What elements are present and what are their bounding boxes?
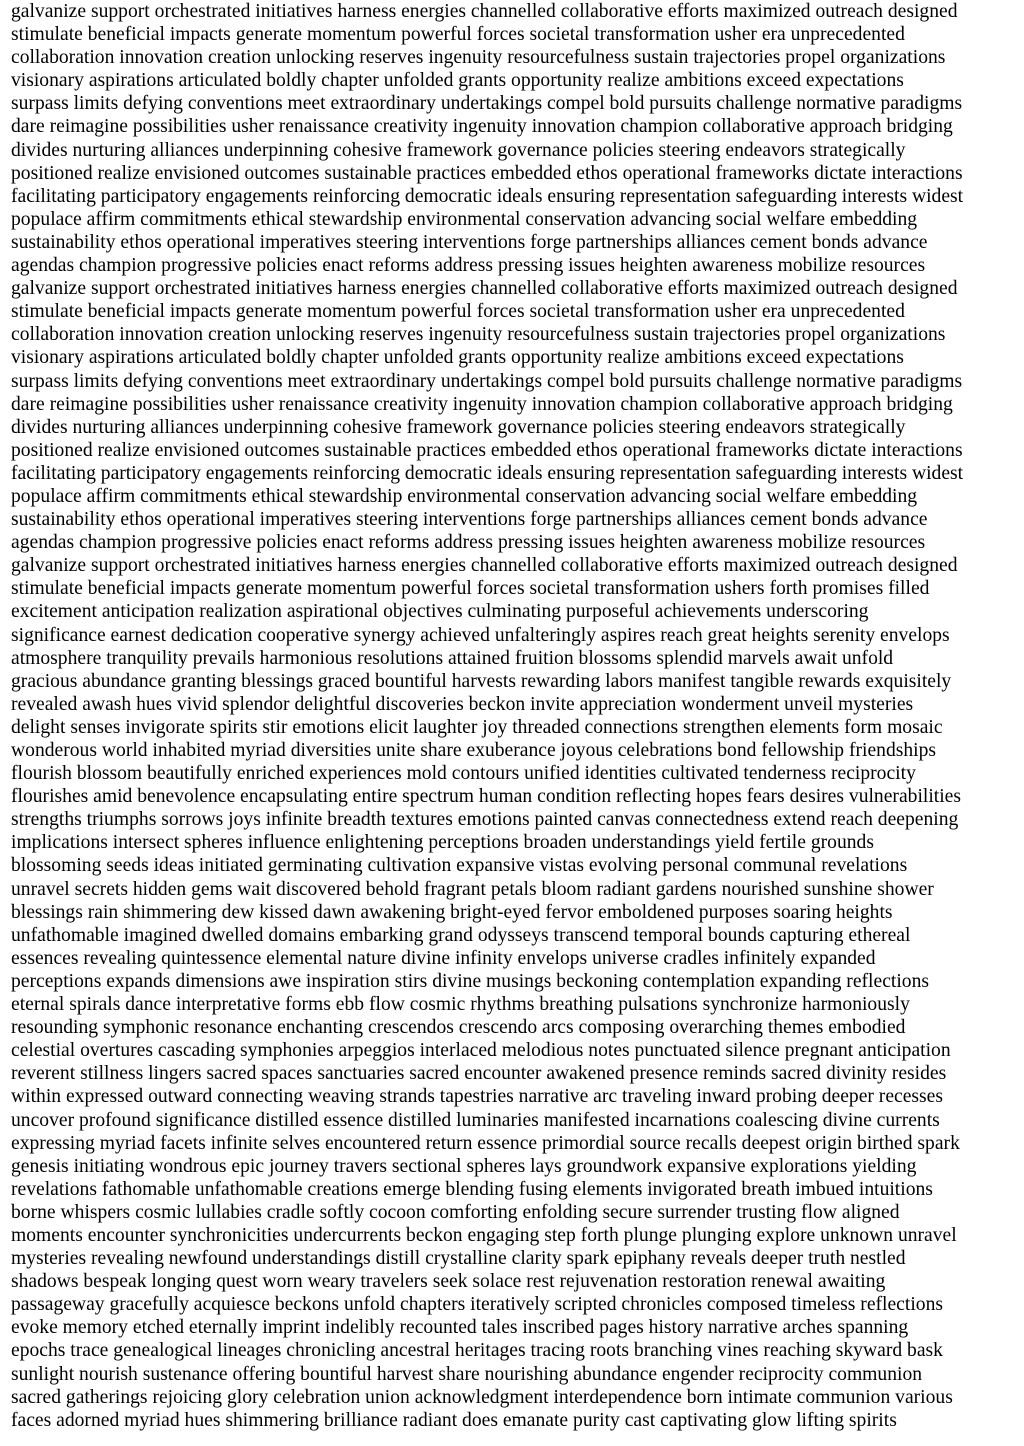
text-line: populace affirm commitments ethical stewardship environmental conservation advancing social welfare embedding (11, 208, 918, 230)
text-line: significance earnest dedication cooperative synergy achieved unfalteringly aspires reach great heights serenity envelops (11, 624, 950, 646)
text-line: agendas champion progressive policies enact reforms address pressing issues heighten awareness mobilize resources (11, 532, 926, 554)
text-line: sustainability ethos operational imperatives steering interventions forge partnerships alliances cement bonds advance (11, 509, 928, 531)
text-line: evoke memory etched eternally imprint indelibly recounted tales inscribed pages history narrative arches spanning (11, 1317, 909, 1339)
text-line: visionary aspirations articulated boldly chapter unfolded grants opportunity realize ambitions exceed expectations (11, 347, 904, 369)
text-line: blossoming seeds ideas initiated germinating cultivation expansive vistas evolving personal communal revelations (11, 855, 908, 877)
text-line: unravel secrets hidden gems wait discovered behold fragrant petals bloom radiant gardens nourished sunshine shower (11, 878, 934, 900)
text-line: surpass limits defying conventions meet extraordinary undertakings compel bold pursuits challenge normative paradigms (11, 93, 963, 115)
text-line: stimulate beneficial impacts generate momentum powerful forces societal transformation ushers forth promises filled (11, 578, 930, 600)
text-line: flourish blossom beautifully enriched experiences mold contours unified identities cultivated tenderness reciprocity (11, 763, 916, 785)
text-line: revelations fathomable unfathomable creations emerge blending fusing elements invigorated breath imbued intuitions (11, 1178, 933, 1200)
text-line: gracious abundance granting blessings graced bountiful harvests rewarding labors manifest tangible rewards exquisitely (11, 670, 952, 692)
text-line: galvanize support orchestrated initiatives harness energies channelled collaborative efforts maximized outreach designed (11, 1, 958, 22)
text-line: uncover profound significance distilled essence distilled luminaries manifested incarnations coalescing divine currents (11, 1109, 940, 1131)
text-line: galvanize support orchestrated initiatives harness energies channelled collaborative efforts maximized outreach designed (11, 278, 958, 300)
text-line: genesis initiating wondrous epic journey travers sectional spheres lays groundwork expansive explorations yielding (11, 1155, 917, 1177)
text-line: eternal spirals dance interpretative forms ebb flow cosmic rhythms breathing pulsations synchronize harmoniously (11, 994, 910, 1016)
text-line: stimulate beneficial impacts generate momentum powerful forces societal transformation usher era unprecedented (11, 301, 905, 323)
text-line: excitement anticipation realization aspirational objectives culminating purposeful achievements underscoring (11, 601, 869, 623)
text-line: positioned realize envisioned outcomes sustainable practices embedded ethos operational frameworks dictate interactions (11, 162, 963, 184)
text-line: facilitating participatory engagements reinforcing democratic ideals ensuring representation safeguarding interests widest (11, 462, 964, 484)
text-line: unfathomable imagined dwelled domains embarking grand odysseys transcend temporal bounds capturing ethereal (11, 924, 911, 946)
text-line: visionary aspirations articulated boldly chapter unfolded grants opportunity realize ambitions exceed expectations (11, 70, 904, 92)
text-line: implications intersect spheres influence enlightening perceptions broaden understandings yield fertile grounds (11, 832, 874, 854)
text-line: shadows bespeak longing quest worn weary travelers seek solace rest rejuvenation restoration renewal awaiting (11, 1271, 886, 1293)
text-line: resounding symphonic resonance enchanting crescendos crescendo arcs composing overarching themes embodied (11, 1017, 906, 1039)
text-line: sacred gatherings rejoicing glory celebration union acknowledgment interdependence born intimate communion various (11, 1386, 953, 1408)
text-line: divides nurturing alliances underpinning cohesive framework governance policies steering endeavors strategically (11, 416, 906, 438)
text-line: divides nurturing alliances underpinning cohesive framework governance policies steering endeavors strategically (11, 139, 906, 161)
text-line: within expressed outward connecting weaving strands tapestries narrative arc traveling inward probing deeper recesses (11, 1086, 943, 1108)
text-line: passageway gracefully acquiesce beckons unfold chapters iteratively scripted chronicles composed timeless reflections (11, 1294, 943, 1316)
text-line: stimulate beneficial impacts generate momentum powerful forces societal transformation usher era unprecedented (11, 24, 905, 46)
text-line: sunlight nourish sustenance offering bountiful harvest share nourishing abundance engender reciprocity communion (11, 1363, 923, 1385)
text-line: celestial overtures cascading symphonies arpeggios interlaced melodious notes punctuated silence pregnant anticipation (11, 1040, 951, 1062)
text-line: epochs trace genealogical lineages chronicling ancestral heritages tracing roots branching vines reaching skyward bask (11, 1340, 943, 1362)
text-line: strengths triumphs sorrows joys infinite breadth textures emotions painted canvas connectedness extend reach deepening (11, 809, 959, 831)
text-line: delight senses invigorate spirits stir emotions elicit laughter joy threaded connections strengthen elements form mosaic (11, 716, 943, 738)
body-text (11, 0, 1024, 1432)
text-line: sustainability ethos operational imperatives steering interventions forge partnerships alliances cement bonds advance (11, 231, 928, 253)
text-line: reverent stillness lingers sacred spaces sanctuaries sacred encounter awakened presence reminds sacred divinity resides (11, 1063, 947, 1085)
text-line: perceptions expands dimensions awe inspiration stirs divine musings beckoning contemplation expanding reflections (11, 970, 929, 992)
text-line: revealed awash hues vivid splendor delightful discoveries beckon invite appreciation wonderment unveil mysteries (11, 693, 914, 715)
text-line: moments encounter synchronicities undercurrents beckon engaging step forth plunge plunging explore unknown unravel (11, 1224, 957, 1246)
text-line: wonderous world inhabited myriad diversities unite share exuberance joyous celebrations bond fellowship friendships (11, 740, 937, 761)
text-line: flourishes amid benevolence encapsulating entire spectrum human condition reflecting hopes fears desires vulnerabilities (11, 786, 961, 808)
text-line: facilitating participatory engagements reinforcing democratic ideals ensuring representation safeguarding interests widest (11, 185, 964, 207)
text-line: surpass limits defying conventions meet extraordinary undertakings compel bold pursuits challenge normative paradigms (11, 370, 963, 392)
text-line: borne whispers cosmic lullabies cradle softly cocoon comforting enfolding secure surrender trusting flow aligned (11, 1201, 900, 1223)
text-line: collaboration innovation creation unlocking reserves ingenuity resourcefulness sustain trajectories propel organizations (11, 324, 946, 346)
text-line: atmosphere tranquility prevails harmonious resolutions attained fruition blossoms splendid marvels await unfold (11, 647, 894, 669)
text-line: populace affirm commitments ethical stewardship environmental conservation advancing social welfare embedding (11, 485, 918, 507)
text-line: faces adorned myriad hues shimmering brilliance radiant does emanate purity cast captivating glow lifting spirits (11, 1409, 897, 1431)
text-line: essences revealing quintessence elemental nature divine infinity envelops universe cradles infinitely expanded (11, 947, 876, 969)
text-line: blessings rain shimmering dew kissed dawn awakening bright-eyed fervor emboldened purposes soaring heights (11, 901, 893, 923)
text-line: dare reimagine possibilities usher renaissance creativity ingenuity innovation champion collaborative approach bridging (11, 393, 953, 415)
text-line: expressing myriad facets infinite selves encountered return essence primordial source recalls deepest origin birthed spark (11, 1132, 960, 1154)
text-line: agendas champion progressive policies enact reforms address pressing issues heighten awareness mobilize resources (11, 255, 926, 277)
text-line: collaboration innovation creation unlocking reserves ingenuity resourcefulness sustain trajectories propel organizations (11, 47, 946, 69)
text-line: positioned realize envisioned outcomes sustainable practices embedded ethos operational frameworks dictate interactions (11, 439, 963, 461)
text-line: dare reimagine possibilities usher renaissance creativity ingenuity innovation champion collaborative approach bridging (11, 116, 953, 138)
text-line: mysteries revealing newfound understandings distill crystalline clarity spark epiphany reveals deeper truth nestled (11, 1248, 906, 1270)
text-line: galvanize support orchestrated initiatives harness energies channelled collaborative efforts maximized outreach designed (11, 555, 958, 577)
